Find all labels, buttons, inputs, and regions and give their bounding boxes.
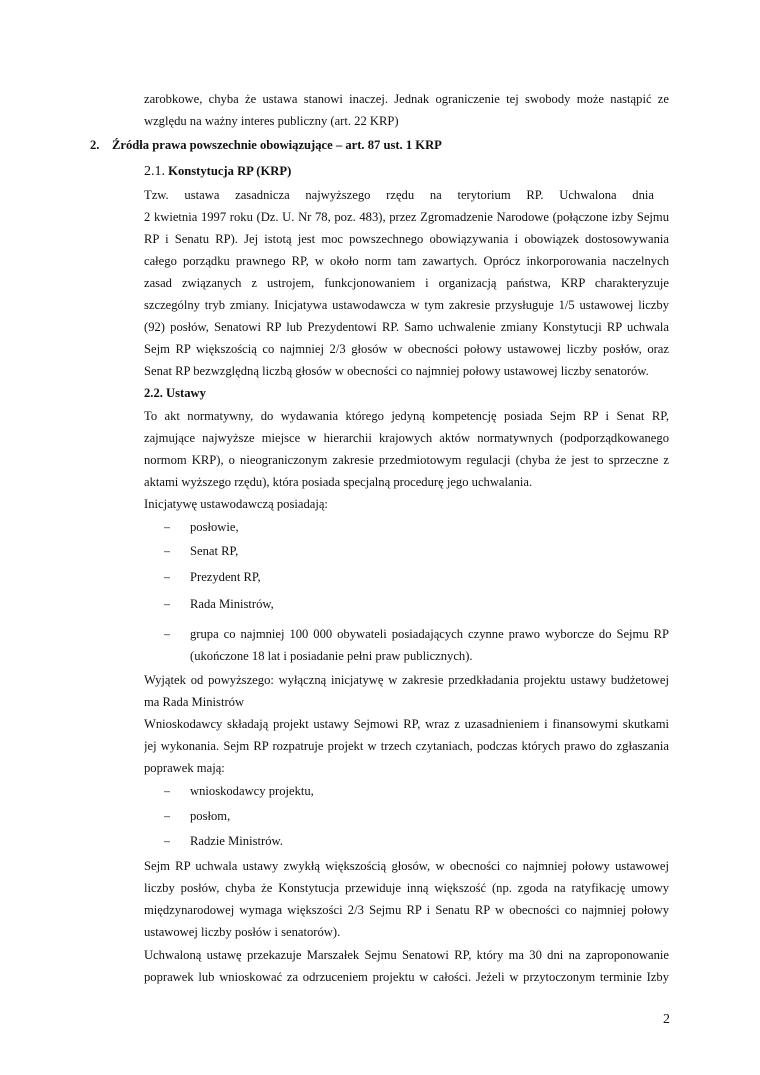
- list-item: [190, 623, 669, 667]
- section-heading: Źródła prawa powszechnie obowiązujące – art. 87 ust. 1 KRP: [112, 138, 442, 152]
- text-line: względu na ważny interes publiczny (art. 22 KRP): [144, 114, 399, 128]
- page-number: 2: [663, 1012, 670, 1027]
- list-item: Radzie Ministrów.: [190, 834, 283, 848]
- text-line: zarobkowe, chyba że ustawa stanowi inaczej. Jednak ograniczenie tej swobody może nastąpić ze: [144, 92, 669, 106]
- subsection-heading: [144, 160, 291, 182]
- text-line: (ukończone 18 lat i posiadanie pełni praw publicznych).: [190, 649, 473, 663]
- paragraph-continuation: [144, 88, 669, 132]
- list-item: posłom,: [190, 809, 231, 823]
- list-item: wnioskodawcy projektu,: [190, 784, 314, 798]
- text-line: RP i Senatu RP). Jej istotą jest moc powszechnego obowiązywania i obowiązek dostosowywania: [144, 232, 669, 246]
- text-line: szczególny tryb zmiany. Inicjatywa ustawodawcza w tym zakresie przysługuje 1/5 ustawowej liczby: [144, 298, 669, 312]
- list-dash: –: [164, 834, 171, 848]
- text-line: (92) posłów, Senatowi RP lub Prezydentowi RP. Samo uchwalenie zmiany Konstytucji RP uchwala: [144, 320, 669, 334]
- paragraph-exception: [144, 669, 669, 779]
- text-line: poprawek mają:: [144, 761, 225, 775]
- text-line: aktami wyższego rzędu), która posiada specjalną procedurę jego uchwalania.: [144, 475, 533, 489]
- text-line: poprawek lub wnioskować za odrzuceniem projektu w całości. Jeżeli w przytoczonym terminie Izby: [144, 970, 669, 984]
- text-line: Tzw. ustawa zasadnicza najwyższego rzędu na terytorium RP. Uchwalona dnia: [144, 188, 654, 202]
- text-line: Inicjatywę ustawodawczą posiadają:: [144, 497, 328, 511]
- subsection-heading: 2.2. Ustawy: [144, 386, 206, 400]
- paragraph-konstytucja: [144, 184, 669, 382]
- paragraph-senate: [144, 944, 669, 988]
- text-line: Wnioskodawcy składają projekt ustawy Sejmowi RP, wraz z uzasadnieniem i finansowymi skutkami: [144, 717, 669, 731]
- text-line: Uchwaloną ustawę przekazuje Marszałek Sejmu Senatowi RP, który ma 30 dni na zaproponowanie: [144, 948, 669, 962]
- text-line: ustawowej liczby posłów i senatorów).: [144, 925, 341, 939]
- text-line: zasad związanych z ustrojem, funkcjonowaniem i organizacją państwa, KRP charakteryzuje: [144, 276, 669, 290]
- text-line: ma Rada Ministrów: [144, 695, 245, 709]
- list-dash: –: [164, 597, 171, 611]
- text-line: grupa co najmniej 100 000 obywateli posiadających czynne prawo wyborcze do Sejmu RP: [190, 627, 669, 641]
- text-line: 2 kwietnia 1997 roku (Dz. U. Nr 78, poz. 483), przez Zgromadzenie Narodowe (połączone izby Sejmu: [144, 210, 669, 224]
- section-number: 2.: [90, 138, 100, 152]
- list-dash: –: [164, 520, 171, 534]
- paragraph-ustawy: [144, 405, 669, 515]
- list-dash: –: [164, 784, 171, 798]
- list-item: posłowie,: [190, 520, 239, 534]
- text-line: Wyjątek od powyższego: wyłączną inicjatywę w zakresie przedkładania projektu ustawy budżetowej: [144, 673, 669, 687]
- list-item: Prezydent RP,: [190, 570, 261, 584]
- subsection-title: Konstytucja RP (KRP): [168, 164, 292, 178]
- text-line: To akt normatywny, do wydawania którego jedyną kompetencję posiada Sejm RP i Senat RP,: [144, 409, 669, 423]
- text-line: jej wykonania. Sejm RP rozpatruje projekt w trzech czytaniach, podczas których prawo do zgłaszania: [144, 739, 669, 753]
- text-line: Sejm RP większością co najmniej 2/3 głosów w obecności połowy ustawowej liczby posłów, oraz: [144, 342, 669, 356]
- list-dash: –: [164, 570, 171, 584]
- text-line: zajmujące najwyższe miejsce w hierarchii krajowych aktów normatywnych (podporządkowanego: [144, 431, 669, 445]
- list-dash: –: [164, 544, 171, 558]
- text-line: międzynarodowej wymaga większości 2/3 Sejmu RP i Senatu RP w obecności co najmniej połowy: [144, 903, 669, 917]
- text-line: liczby posłów, chyba że Konstytucja przewiduje inną większość (np. zgoda na ratyfikację umowy: [144, 881, 669, 895]
- text-line: Senat RP bezwzględną liczbą głosów w obecności co najmniej połowy ustawowej liczby senatorów.: [144, 364, 649, 378]
- text-line: Sejm RP uchwala ustawy zwykłą większością głosów, w obecności co najmniej połowy ustawowej: [144, 859, 669, 873]
- subsection-number: 2.1.: [144, 164, 165, 179]
- text-line: normom KRP), o nieograniczonym zakresie przedmiotowym regulacji (chyba że jest to sprzeczne z: [144, 453, 669, 467]
- paragraph-majority: [144, 855, 669, 943]
- text-line: całego porządku prawnego RP, w około norm tam zawartych. Oprócz inkorporowania naczelnych: [144, 254, 669, 268]
- list-dash: –: [164, 809, 171, 823]
- list-dash: –: [164, 627, 171, 641]
- list-item: Rada Ministrów,: [190, 597, 274, 611]
- list-item: Senat RP,: [190, 544, 239, 558]
